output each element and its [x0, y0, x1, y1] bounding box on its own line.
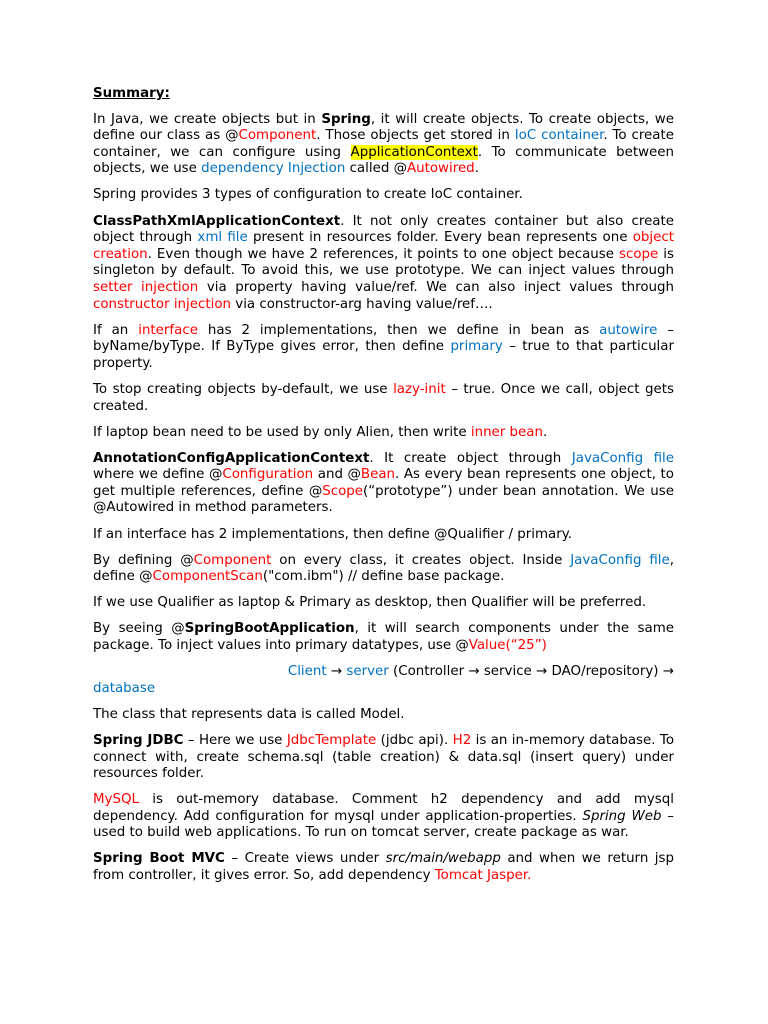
highlighted-term: ApplicationContext — [350, 144, 478, 160]
paragraph-spring-jdbc: Spring JDBC – Here we use JdbcTemplate (jdbc api). H2 is an in-memory database. To connect with, create schema.sql (table creation) & data.sql (insert query) under resources folder. — [93, 732, 675, 782]
document-page — [93, 86, 674, 894]
paragraph-model: The class that represents data is called Model. — [93, 706, 405, 722]
paragraph-interface-autowire: If an interface has 2 implementations, then we define in bean as autowire – byName/byType. If ByType gives error, then define primary – true to that particular property. — [93, 322, 674, 371]
paragraph-spring-boot-app: By seeing @SpringBootApplication, it will search components under the same package. To inject values into primary datatypes, use @Value(“25”) — [93, 621, 674, 654]
paragraph-mysql: MySQL is out-memory database. Comment h2 dependency and add mysql dependency. Add configuration for mysql under application-properties. Spring Web – used to build web applications. To run on tomcat server, create package as war. — [93, 792, 675, 841]
paragraph-inner-bean: If laptop bean need to be used by only Alien, then write inner bean. — [93, 424, 548, 440]
paragraph-architecture-flow: Client → server (Controller → service → DAO/repository) → database — [93, 664, 674, 696]
paragraph-qualifier-primary: If we use Qualifier as laptop & Primary as desktop, then Qualifier will be preferred. — [93, 595, 647, 611]
summary-heading: Summary: — [93, 86, 170, 101]
paragraph-config-types: Spring provides 3 types of configuration to create IoC container. — [93, 187, 523, 203]
paragraph-classpath-xml: ClassPathXmlApplicationContext. It not only creates container but also create object through xml file present in resources folder. Every bean represents one object creation. Even though we have 2 references, it points to one object because scope is singleton by default. To avoid this, we use prototype. We can inject values through setter injection via property having value/ref. We can also inject values through constructor injection via constructor-arg having value/ref…. — [93, 213, 674, 312]
paragraph-annotation-config: AnnotationConfigApplicationContext. It create object through JavaConfig file where we define @Configuration and @Bean. As every bean represents one object, to get multiple references, define @Scope(“prototype”) under bean annotation. We use @Autowired in method parameters. — [93, 450, 674, 516]
paragraph-component-scan: By defining @Component on every class, it creates object. Inside JavaConfig file, define @ComponentScan("com.ibm") // define base package. — [93, 552, 674, 585]
paragraph-qualifier: If an interface has 2 implementations, then define @Qualifier / primary. — [93, 526, 573, 542]
paragraph-spring-boot-mvc: Spring Boot MVC – Create views under src/main/webapp and when we return jsp from controller, it gives error. So, add dependency Tomcat Jasper. — [93, 851, 675, 884]
paragraph-spring-intro: In Java, we create objects but in Spring, it will create objects. To create objects, we define our class as @Component. Those objects get stored in IoC container. To create container, we can configure using ApplicationContext. To communicate between objects, we use dependency Injection called @Autowired. — [93, 111, 675, 177]
paragraph-lazy-init: To stop creating objects by-default, we use lazy-init – true. Once we call, object gets created. — [93, 381, 675, 414]
